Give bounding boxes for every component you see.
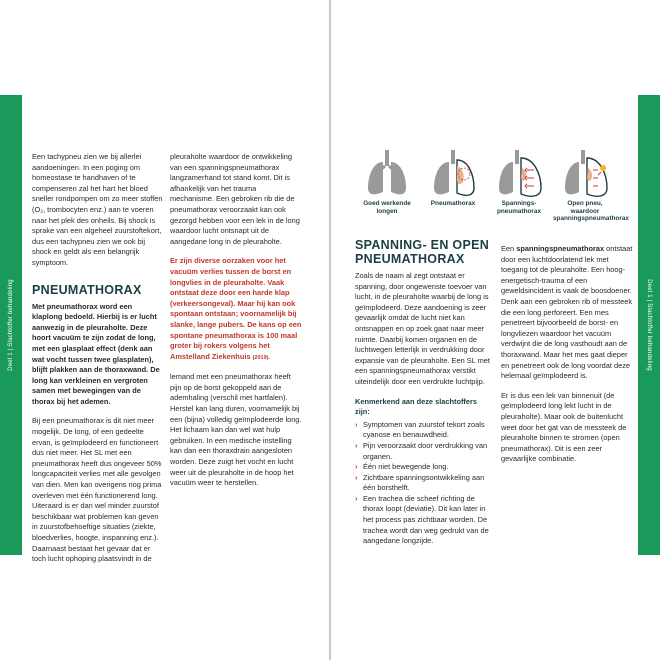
causes-highlight-text: Er zijn diverse oorzaken voor het vacuüm verlies tussen de borst en longvlies in de pleuraholte. Vaak ontstaat deze door een harde klap (verkeersongeval). Maar hij kan ook spontaan ontstaan; voornamelijk bij slanke, lange pubers. De kans op een spontane pneumathorax is 100 maal groter bij rokers volgens het Amstelland Ziekenhuis: [170, 256, 302, 361]
symptoms-caption: Kenmerkend aan deze slachtoffers zijn:: [355, 396, 477, 417]
right-page: [331, 0, 660, 660]
lung-label-pneumathorax: Pneumathorax: [430, 200, 476, 207]
right-column-2: [501, 244, 635, 474]
recovery-paragraph: lemand met een pneumathorax heeft pijn op de borst gekoppeld aan de ademhaling (verschil met hartfalen). Herstel kan lang duren, voornamelijk bij een (bijna) volledig geïmplodeerde long. Het lichaam kan dan wel wat hulp gebruiken. In een medische instelling kan dan een thoraxdrain aangesloten worden. Deze zuigt het vocht en lucht weer uit de pleuraholte in de hoop het vacuüm weer te herstellen.: [170, 372, 302, 488]
chapter-tab-text: Deel 1 | Slachtoffer behandeling: [8, 279, 14, 371]
tension-paragraph: Zoals de naam al zegt ontstaat er spanning, door ongewenste toevoer van lucht, in de pleuraholte waarbij de long is geïmplodeerd. Deze aandoening is zeer gevaarlijk omdat de lucht niet kan ontsnappen en op zoek gaat naar meer ruimte. Daarbij komen organen en de luchtwegen letterlijk in verdrukking door expansie van de pleuraholte. Een SL met een spanningspneumathorax verstikt uiteindelijk door een verdrukte luchtpijp.: [355, 271, 490, 386]
list-item: › Symptomen van zuurstof tekort zoals cyanose en benauwdheid.: [355, 420, 493, 441]
chapter-tab-right: [638, 95, 660, 555]
list-item: › Zichtbare spanningsontwikkeling aan één borsthelft.: [355, 473, 493, 494]
pneumathorax-definition: Met pneumathorax word een klaplong bedoeld. Hierbij is er lucht aanwezig in de pleuraholte. Deze hoort vacuüm te zijn zodat de long, met een glasplaat effect (denk aan wat vocht tussen twee glasplaten), blijft plakken aan de thoraxwand. De long kan verkleinen en vergroten samen met bewegingen van de thorax bij het ademen.: [32, 301, 160, 406]
tension-cause-lead: Een: [501, 244, 517, 253]
lung-pneumathorax: [421, 148, 485, 208]
lung-label-tension: Spannings-pneumathorax: [496, 200, 542, 215]
left-page: [0, 0, 329, 660]
heading-tension-open: SPANNING- EN OPEN PNEUMATHORAX: [355, 238, 490, 266]
leak-paragraph: Er is dus een lek van binnenuit (de geïmplodeerd long lekt lucht in de pleuraholte). Maar ook de buitenlucht weet door het gat van de messteek de pleuraholte binnen te stromen (open pneumathorax). Dit is een zeer gevaarlijke combinatie.: [501, 390, 627, 464]
list-item: › Pijn veroorzaakt door verdrukking van organen.: [355, 441, 493, 462]
chapter-tab-left: [0, 95, 22, 555]
left-column-2: [170, 152, 302, 498]
lung-label-open: Open pneu, waardoor spanningspneumathorax: [553, 200, 629, 222]
lung-tension: [487, 148, 551, 215]
symptoms-list: [355, 420, 493, 547]
right-column-1: [355, 238, 493, 553]
tension-cause-term: spanningspneumathorax: [516, 244, 605, 253]
pneumathorax-body: Bij een pneumathorax is dit niet meer mogelijk. De long, of een gedeelte ervan, is geïmplodeerd en functioneert dus niet meer. Het SL met een pneumathorax heeft dus ongeveer 50% longcapaciteit verlies met alle gevolgen van dien. Men kan overigens nog prima overleven met één functionerend long. Uiteraard is er dan wel minder zuurstof beschikbaar wat problemen kan geven in zuurstofbehoeftige situaties (ziekte, bloedverlies, hoogte, inspanning enz.). Daarnaast bestaat het gevaar dat er toch lucht ophoping plaatsvindt in de: [32, 416, 162, 564]
list-item: › Één niet bewegende long.: [355, 462, 493, 473]
pneumathorax-icon: [430, 148, 476, 198]
tension-cause-text: ontstaat door een luchtdoorlatend lek met toegang tot de pleuraholte. Een hoog-energetisch-trauma of een geweldsincident is vaak de boosdoener. Denk aan een gebroken rib of messteek die een long perforeert. Een mes penetreert bijvoorbeeld de borst- en longvliezen waardoor het vacuüm verdwijnt die de long vasthoudt aan de thoraxwand. Maar het mes gaat dieper en penetreert ook de long voordat deze helemaal geïmplodeerd is.: [501, 244, 633, 381]
healthy-lungs-icon: [364, 148, 410, 198]
left-column-1: [32, 152, 164, 574]
pleura-paragraph: pleuraholte waardoor de ontwikkeling van een spanningspneumathorax langzamerhand tot stand komt. Dit is afhankelijk van het trauma mechanisme. Een gebroken rib die de pneumathorax veroorzaakt kan ook gezorgd hebben voor een lek in de long waardoor lucht ontsnapt uit de aangedane long in de pleuraholte.: [170, 152, 300, 246]
lung-illustrations: [355, 148, 629, 223]
lung-open: [553, 148, 629, 223]
heading-pneumathorax: PNEUMATHORAX: [32, 282, 142, 297]
open-pneumathorax-icon: [562, 148, 608, 198]
page-number-left: 72: [6, 562, 13, 568]
lung-label-healthy: Goed werkende longen: [363, 200, 411, 215]
page-number-right: 73: [647, 562, 654, 568]
causes-highlight: [170, 256, 302, 363]
tension-cause-paragraph: [501, 244, 635, 382]
intro-paragraph: Een tachypneu zien we bij allerlei aandoeningen. In een poging om homeostase te handhaven of te compenseren zal het hart het bloed sneller rondpompen om zo meer stoffen (O₂, trombocyten enz.) aan te voeren naar het plek des onheils. Bij shock is sprake van een algeheel zuurstoftekort, dus een tachypneu zien we ook bij shock en geldt als een belangrijk symptoom.: [32, 152, 163, 267]
chapter-tab-text: Deel 1 | Slachtoffer behandeling: [646, 279, 652, 371]
tension-pneumathorax-icon: [496, 148, 542, 198]
list-item: › Een trachea die scheef richting de thorax loopt (deviatie). Dit kan later in het process pas zichtbaar worden. De trachea wordt dan weg gedrukt van de aangedane longzijde.: [355, 494, 493, 547]
lung-healthy: [355, 148, 419, 215]
causes-highlight-year: (2019).: [252, 354, 270, 361]
